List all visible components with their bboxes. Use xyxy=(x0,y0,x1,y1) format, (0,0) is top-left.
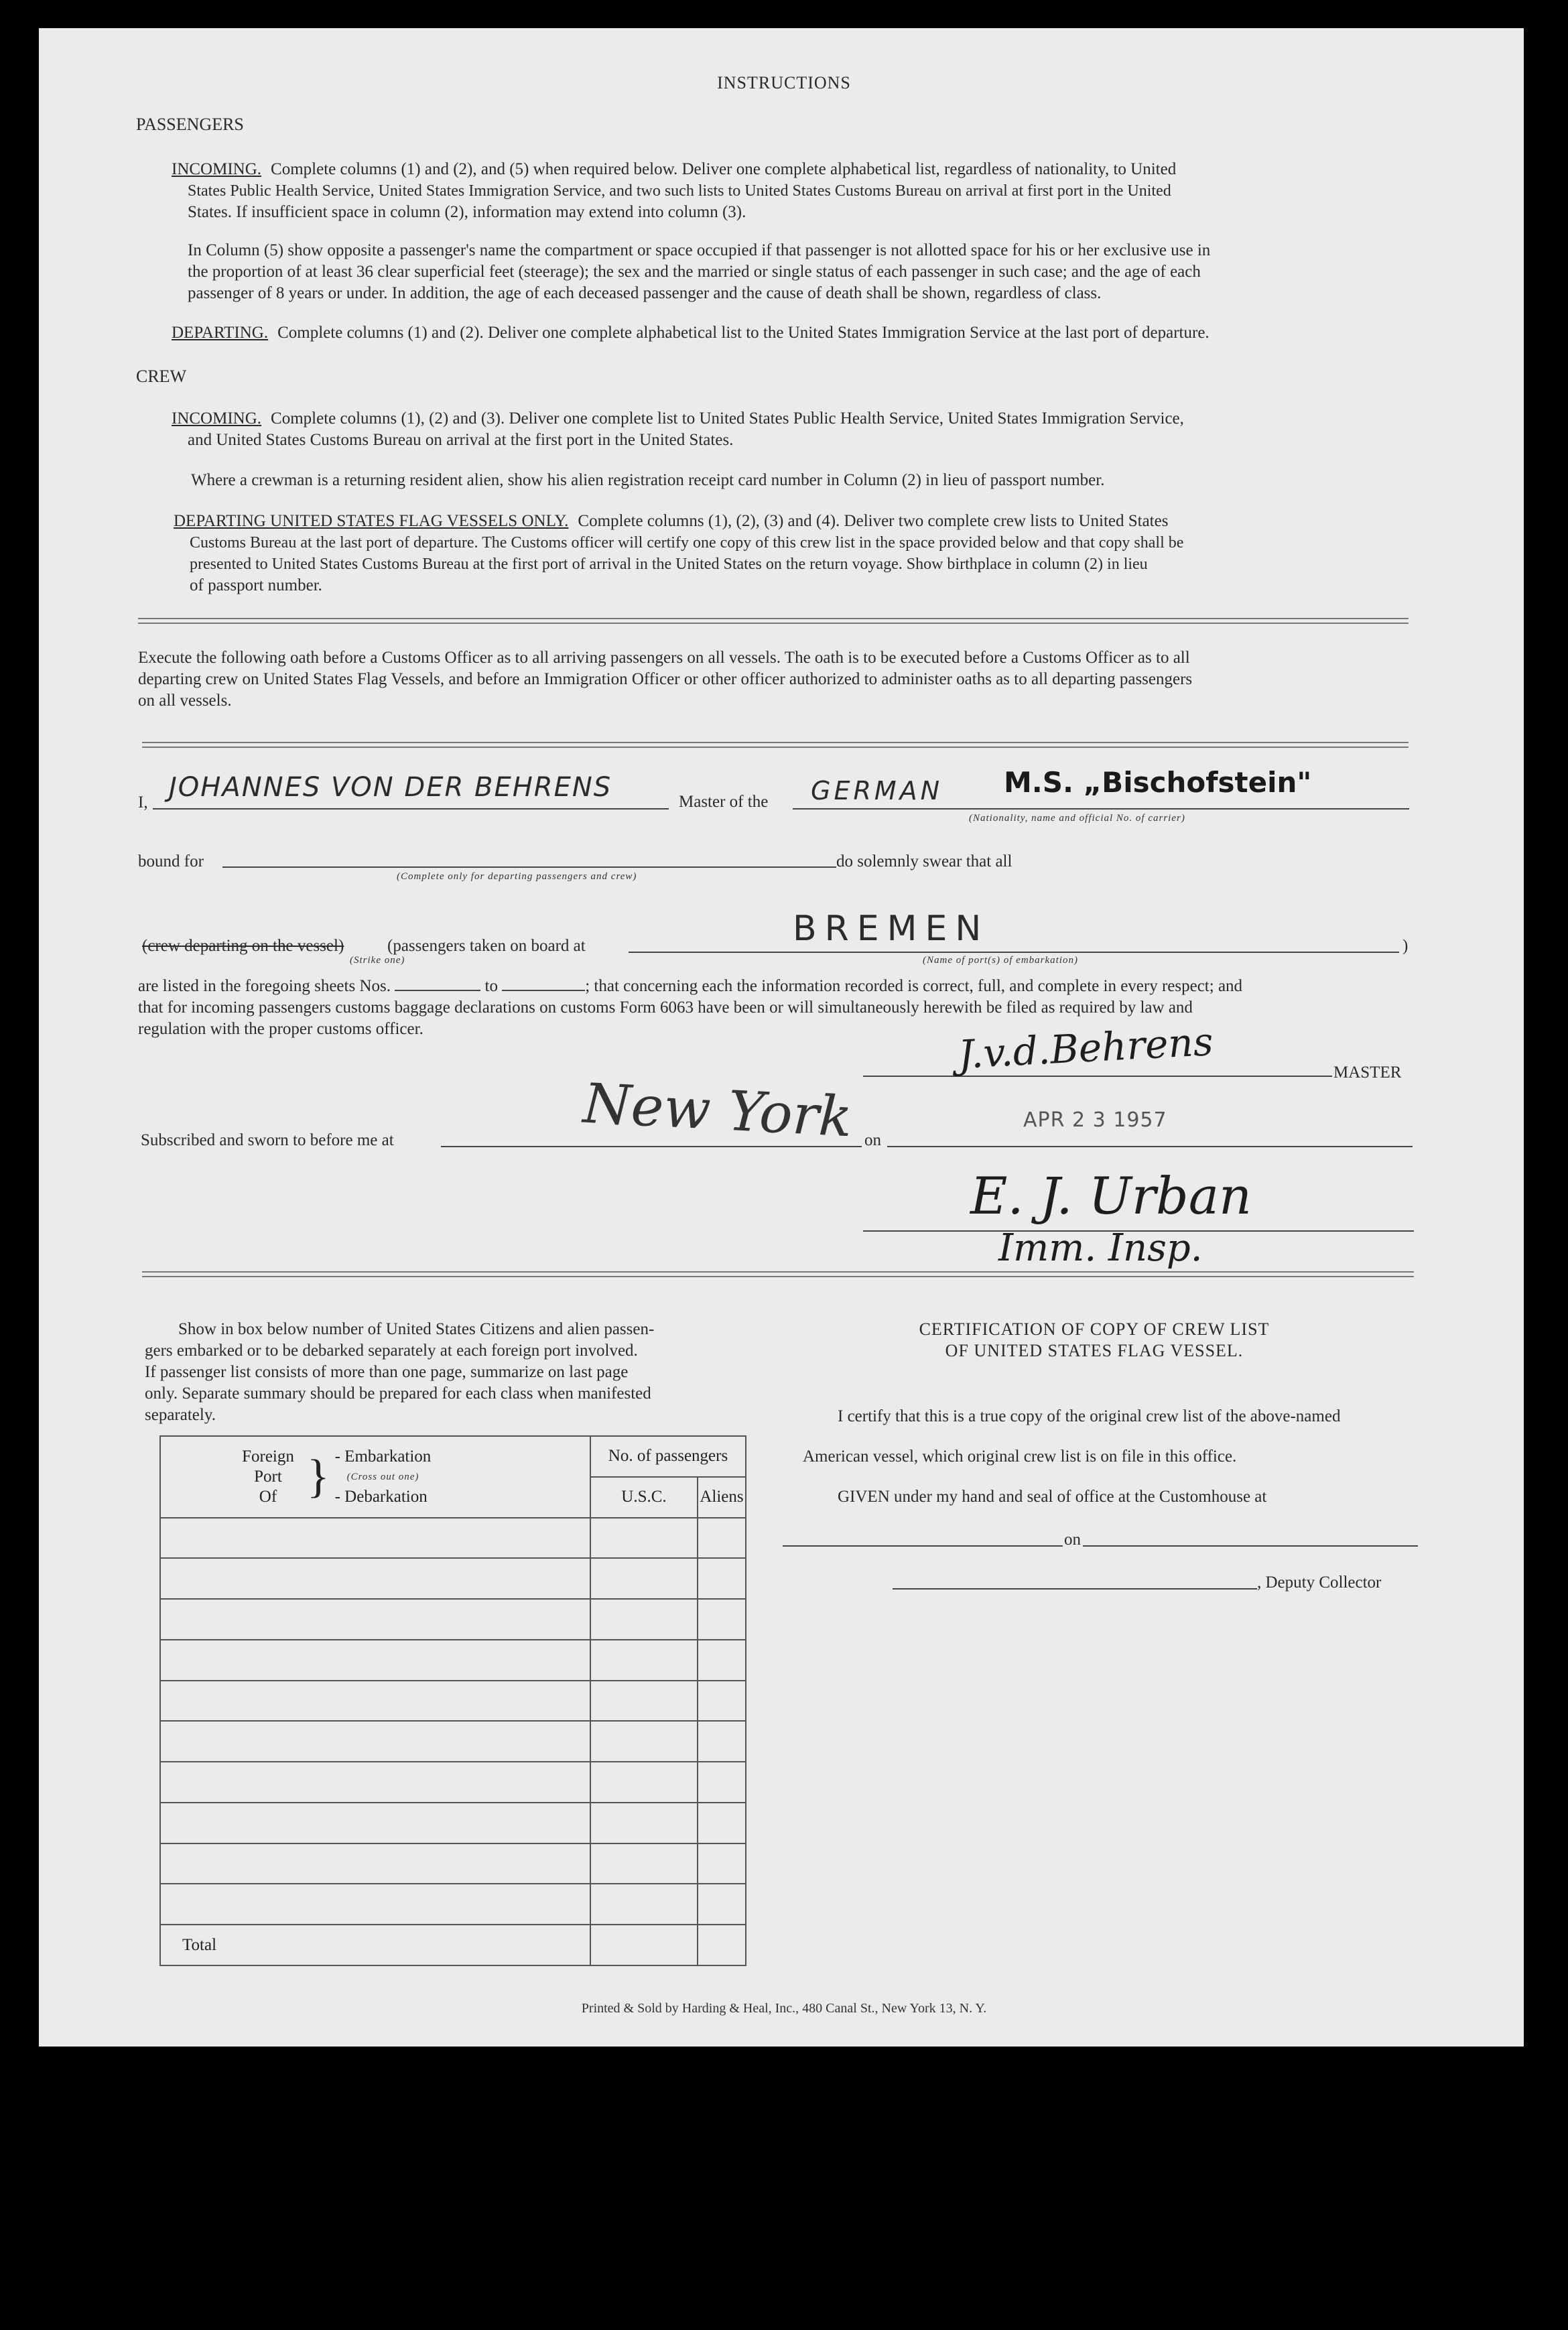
given-text: GIVEN under my hand and seal of office at the Customhouse at xyxy=(838,1488,1267,1506)
table-cell xyxy=(160,1640,590,1681)
foreign-label: Foreign xyxy=(242,1447,294,1466)
summary-instructions-line-2: gers embarked or to be debarked separately at each foreign port involved. xyxy=(145,1342,638,1360)
passengers-incoming-line-3: States. If insufficient space in column (2), information may extend into column (3). xyxy=(188,203,746,221)
table-cell xyxy=(698,1884,746,1925)
certification-title-line-2: OF UNITED STATES FLAG VESSEL. xyxy=(945,1341,1244,1360)
crew-departing-line-3: presented to United States Customs Bureau at the first port of arrival in the United States on the return voyage. Show birthplace in column (2) in lieu xyxy=(190,556,1148,573)
baggage-block xyxy=(138,997,1411,1040)
table-cell xyxy=(160,1843,590,1884)
divider xyxy=(138,618,1409,624)
table-cell xyxy=(590,1599,698,1640)
swear-text: do solemnly swear that all xyxy=(836,852,1012,870)
embarkation-label: - Embarkation xyxy=(334,1447,432,1466)
total-label: Total xyxy=(160,1925,590,1965)
port-line xyxy=(629,952,1399,953)
table-cell xyxy=(590,1925,698,1965)
brace-icon: } xyxy=(307,1450,330,1502)
strike-caption: (Strike one) xyxy=(350,955,405,966)
crew-departing-line-1: Complete columns (1), (2), (3) and (4). Deliver two complete crew lists to United States xyxy=(578,512,1169,530)
table-cell xyxy=(698,1925,746,1965)
summary-instructions-line-1: Show in box below number of United States Citizens and alien passen- xyxy=(178,1320,655,1338)
crew-incoming-label: INCOMING. xyxy=(172,409,262,428)
table-cell xyxy=(590,1803,698,1843)
bound-for-line xyxy=(222,866,836,868)
no-passengers-header: No. of passengers xyxy=(590,1436,746,1477)
vessel-line xyxy=(793,808,1409,810)
foreign-port-header xyxy=(160,1436,590,1518)
table-cell xyxy=(160,1803,590,1843)
master-signature: J.v.d.Behrens xyxy=(957,1019,1215,1078)
of-label: Of xyxy=(259,1487,277,1506)
sheet-from-line xyxy=(395,976,480,991)
crew-departing-line-4: of passport number. xyxy=(190,576,322,594)
table-cell xyxy=(160,1884,590,1925)
certification-title-line-1: CERTIFICATION OF COPY OF CREW LIST xyxy=(919,1319,1270,1339)
master-name-line xyxy=(153,808,669,810)
listed-text: are listed in the foregoing sheets Nos. xyxy=(138,977,391,995)
passengers-incoming-line-1: Complete columns (1) and (2), and (5) when required below. Deliver one complete alphabetical list, regardless of nationality, to United xyxy=(271,160,1177,178)
table-cell xyxy=(590,1721,698,1762)
oath-instructions-line-3: on all vessels. xyxy=(138,692,232,710)
crew-departing-struck: (crew departing on the vessel) xyxy=(142,937,344,955)
table-cell xyxy=(698,1640,746,1681)
officer-signature: E. J. Urban xyxy=(970,1166,1252,1226)
master-of-label: Master of the xyxy=(679,793,769,811)
close-paren: ) xyxy=(1402,937,1409,955)
bound-for-caption: (Complete only for departing passengers and crew) xyxy=(397,871,637,882)
table-cell xyxy=(698,1721,746,1762)
deputy-signature-line xyxy=(893,1588,1257,1590)
table-cell xyxy=(698,1843,746,1884)
summary-instructions xyxy=(145,1319,748,1426)
customhouse-line xyxy=(783,1545,1063,1547)
oath-instructions-line-2: departing crew on United States Flag Vessels, and before an Immigration Officer or other officer authorized to administer oaths as to all departing passengers xyxy=(138,670,1193,688)
table-cell xyxy=(698,1518,746,1559)
crew-departing-line-2: Customs Bureau at the last port of departure. The Customs officer will certify one copy of this crew list in the space provided below and that copy shall be xyxy=(190,534,1184,552)
table-cell xyxy=(590,1558,698,1599)
aliens-header: Aliens xyxy=(698,1477,746,1518)
to-label: to xyxy=(484,977,498,995)
cross-out-label: (Cross out one) xyxy=(346,1471,419,1482)
table-cell xyxy=(160,1518,590,1559)
sworn-date-line xyxy=(887,1146,1413,1147)
certification-on-label: on xyxy=(1064,1531,1081,1549)
table-cell xyxy=(698,1599,746,1640)
oath-instructions-line-1: Execute the following oath before a Customs Officer as to all arriving passengers on all vessels. The oath is to be executed before a Customs Officer as to all xyxy=(138,649,1190,667)
crew-alien-text: Where a crewman is a returning resident alien, show his alien registration receipt card number in Column (2) in lieu of passport number. xyxy=(191,471,1105,489)
on-label: on xyxy=(864,1131,881,1149)
table-cell xyxy=(698,1558,746,1599)
divider xyxy=(142,742,1409,748)
oath-instructions xyxy=(138,647,1411,712)
table-cell xyxy=(590,1640,698,1681)
table-cell xyxy=(590,1843,698,1884)
passengers-departing-label: DEPARTING. xyxy=(172,324,269,342)
master-name-handwriting: JOHANNES VON DER BEHRENS xyxy=(169,772,612,803)
passengers-heading: PASSENGERS xyxy=(136,115,244,134)
master-signature-line xyxy=(863,1076,1332,1077)
table-cell xyxy=(590,1884,698,1925)
table-cell xyxy=(160,1558,590,1599)
bound-for-label: bound for xyxy=(138,852,204,870)
certification-date-line xyxy=(1083,1545,1418,1547)
summary-instructions-line-3: If passenger list consists of more than one page, summarize on last page xyxy=(145,1363,629,1381)
divider xyxy=(142,1271,1414,1277)
oath-i-label: I, xyxy=(138,793,148,812)
port-label: Port xyxy=(254,1467,282,1486)
officer-title-handwriting: Imm. Insp. xyxy=(998,1226,1203,1270)
crew-heading: CREW xyxy=(136,367,187,386)
deputy-label: , Deputy Collector xyxy=(1257,1573,1382,1592)
table-cell xyxy=(590,1518,698,1559)
nationality-handwriting: GERMAN xyxy=(811,776,943,805)
passengers-incoming-line-2: States Public Health Service, United States Immigration Service, and two such lists to United States Customs Bureau on arrival at first port in the United xyxy=(188,182,1171,200)
table-cell xyxy=(160,1762,590,1803)
master-label: MASTER xyxy=(1333,1063,1402,1082)
table-cell xyxy=(698,1762,746,1803)
column5-line-3: passenger of 8 years or under. In addition, the age of each deceased passenger and the cause of death shall be shown, regardless of class. xyxy=(188,284,1102,302)
sworn-place-handwriting: New York xyxy=(581,1072,854,1150)
table-cell xyxy=(698,1803,746,1843)
page-title: INSTRUCTIONS xyxy=(717,73,851,92)
usc-header: U.S.C. xyxy=(590,1477,698,1518)
port-handwriting: BREMEN xyxy=(793,909,990,949)
table-cell xyxy=(698,1681,746,1722)
subscribed-text: Subscribed and sworn to before me at xyxy=(141,1131,394,1149)
vessel-stamp: M.S. „Bischofstein" xyxy=(1004,766,1312,799)
vessel-caption: (Nationality, name and official No. of carrier) xyxy=(969,813,1185,824)
port-caption: (Name of port(s) of embarkation) xyxy=(923,955,1078,966)
crew-departing-label: DEPARTING UNITED STATES FLAG VESSELS ONLY. xyxy=(174,512,569,530)
certification-title xyxy=(783,1319,1406,1362)
table-cell xyxy=(590,1681,698,1722)
column5-block xyxy=(188,240,1409,304)
column5-line-1: In Column (5) show opposite a passenger's name the compartment or space occupied if that passenger is not allotted space for his or her exclusive use in xyxy=(188,241,1211,259)
passengers-departing-block xyxy=(172,322,1409,344)
summary-instructions-line-4: only. Separate summary should be prepared for each class when manifested xyxy=(145,1384,651,1403)
crew-departing-block xyxy=(174,511,1409,596)
crew-incoming-line-2: and United States Customs Bureau on arrival at the first port in the United States. xyxy=(188,431,734,449)
passengers-incoming-block xyxy=(172,159,1409,223)
passengers-boarded-text: (passengers taken on board at xyxy=(387,937,586,955)
listed-line xyxy=(138,976,1242,997)
crew-incoming-line-1: Complete columns (1), (2) and (3). Deliver one complete list to United States Public Health Service, United States Immigration Service, xyxy=(271,409,1184,428)
table-cell xyxy=(160,1721,590,1762)
crew-incoming-block xyxy=(172,408,1409,451)
passengers-incoming-label: INCOMING. xyxy=(172,160,262,178)
table-cell xyxy=(590,1762,698,1803)
passengers-departing-text: Complete columns (1) and (2). Deliver one complete alphabetical list to the United States Immigration Service at the last port of departure. xyxy=(277,324,1210,342)
table-cell xyxy=(160,1599,590,1640)
printer-footer: Printed & Sold by Harding & Heal, Inc., 480 Canal St., New York 13, N. Y. xyxy=(581,2001,987,2016)
summary-instructions-line-5: separately. xyxy=(145,1406,216,1424)
certify-text: I certify that this is a true copy of the original crew list of the above-named xyxy=(838,1407,1341,1425)
column5-line-2: the proportion of at least 36 clear superficial feet (steerage); the sex and the married or single status of each passenger in such case; and the age of each xyxy=(188,263,1201,281)
sheet-to-line xyxy=(502,976,585,991)
baggage-line-1: that for incoming passengers customs baggage declarations on customs Form 6063 have been or will simultaneously herewith be filed as required by law and xyxy=(138,998,1193,1017)
debarkation-label: - Debarkation xyxy=(334,1487,428,1506)
table-cell xyxy=(160,1681,590,1722)
date-stamp: APR 2 3 1957 xyxy=(1023,1108,1167,1132)
vessel-text: American vessel, which original crew list is on file in this office. xyxy=(803,1447,1237,1466)
passenger-summary-table xyxy=(159,1435,746,1966)
baggage-line-2: regulation with the proper customs officer. xyxy=(138,1020,423,1038)
listed-cont: ; that concerning each the information recorded is correct, full, and complete in every respect; and xyxy=(585,977,1243,995)
